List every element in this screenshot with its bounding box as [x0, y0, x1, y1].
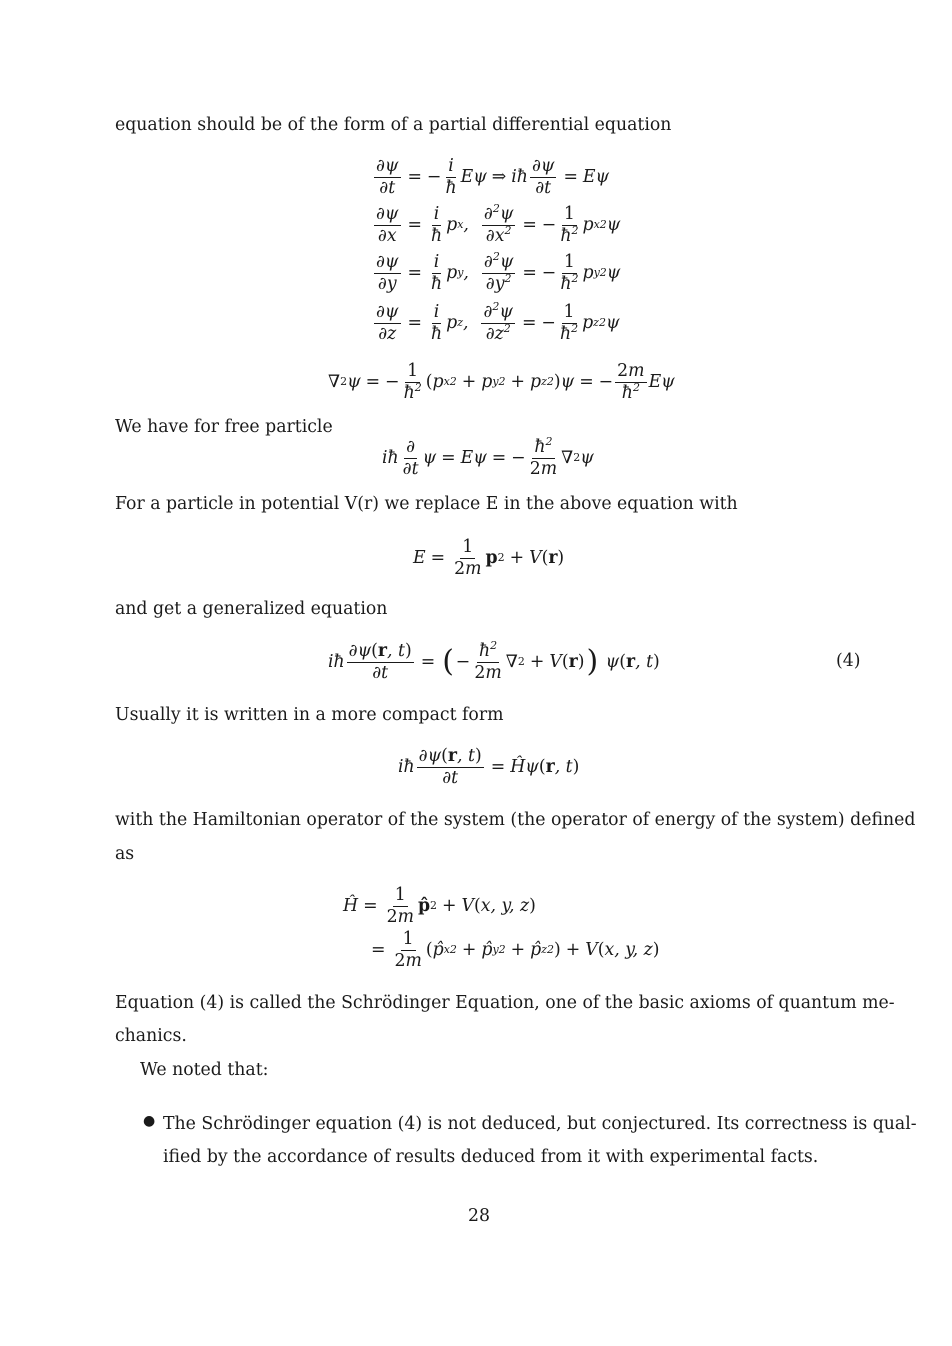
paragraph-hamiltonian-line2: as [115, 844, 135, 864]
equation-number: (4) [836, 651, 861, 671]
equation-energy: E = $\frac{1}{2m}$ p 2 + V ( r ) [413, 537, 565, 579]
equation-z-derivative: $\frac{\partial\psi}{\partial z}$ = $\frac{i}{ħ}$ p z , $\frac{\partial^2\psi}{\partial z^2}$ = − $\frac{1}{ħ^2}$ p z 2 ψ [376, 300, 620, 344]
paragraph-axiom-line1: Equation (4) is called the Schrödinger Equation, one of the basic axioms of quantum me- [115, 993, 895, 1013]
paragraph-axiom-line2: chanics. [115, 1026, 187, 1046]
bullet-dot: ● [143, 1113, 156, 1129]
bullet-text-line2: ified by the accordance of results deduced from it with experimental facts. [163, 1147, 819, 1167]
equation-free-particle: iħ $\frac{\partial}{\partial t}$ ψ = Eψ = − $\frac{ħ^2}{2m}$ ∇ 2 ψ [382, 435, 594, 479]
paragraph-hamiltonian-line1: with the Hamiltonian operator of the system (the operator of energy of the system) defined [115, 810, 916, 830]
bullet-text-line1: The Schrödinger equation (4) is not deduced, but conjectured. Its correctness is qual- [163, 1114, 917, 1134]
equation-laplacian: ∇ 2 ψ = − $\frac{1}{ħ^2}$ ( p x 2 + p y 2 + p z 2 ) ψ = − $\frac{2m}{ħ^2}$ Eψ [328, 361, 675, 403]
page-number: 28 [468, 1206, 490, 1226]
equation-hamiltonian-1: Ĥ = $\frac{1}{2m}$ p̂ 2 + V ( x, y, z ) [343, 885, 536, 927]
paragraph-generalized: and get a generalized equation [115, 599, 388, 619]
equation-time-derivative: $\frac{\partial\psi}{\partial t}$ = − $\frac{i}{ħ}$ Eψ ⇒ iħ $\frac{\partial\psi}{\partial t}$ = Eψ [376, 156, 610, 198]
paragraph-noted: We noted that: [140, 1060, 269, 1080]
equation-compact: iħ $\frac{\partial\psi(r, t)}{\partial t}$ = Ĥψ ( r , t ) [398, 746, 580, 788]
paragraph-compact: Usually it is written in a more compact form [115, 705, 504, 725]
paragraph-free-particle: We have for free particle [115, 417, 333, 437]
equation-schrodinger: iħ $\frac{\partial\psi(r, t)}{\partial t}$ = ( − $\frac{ħ^2}{2m}$ ∇ 2 + V ( r ) ) ψ ( r , t ) [328, 639, 660, 683]
paragraph-potential: For a particle in potential V(r) we replace E in the above equation with [115, 494, 738, 514]
equation-x-derivative: $\frac{\partial\psi}{\partial x}$ = $\frac{i}{ħ}$ p x , $\frac{\partial^2\psi}{\partial x^2}$ = − $\frac{1}{ħ^2}$ p x 2 ψ [376, 202, 621, 246]
paragraph-intro: equation should be of the form of a partial differential equation [115, 115, 672, 135]
equation-y-derivative: $\frac{\partial\psi}{\partial y}$ = $\frac{i}{ħ}$ p y , $\frac{\partial^2\psi}{\partial y^2}$ = − $\frac{1}{ħ^2}$ p y 2 ψ [376, 250, 621, 294]
equation-hamiltonian-2: = $\frac{1}{2m}$ ( p̂ x 2 + p̂ y 2 + p̂ z 2 ) + V ( x, y, z ) [371, 929, 660, 971]
